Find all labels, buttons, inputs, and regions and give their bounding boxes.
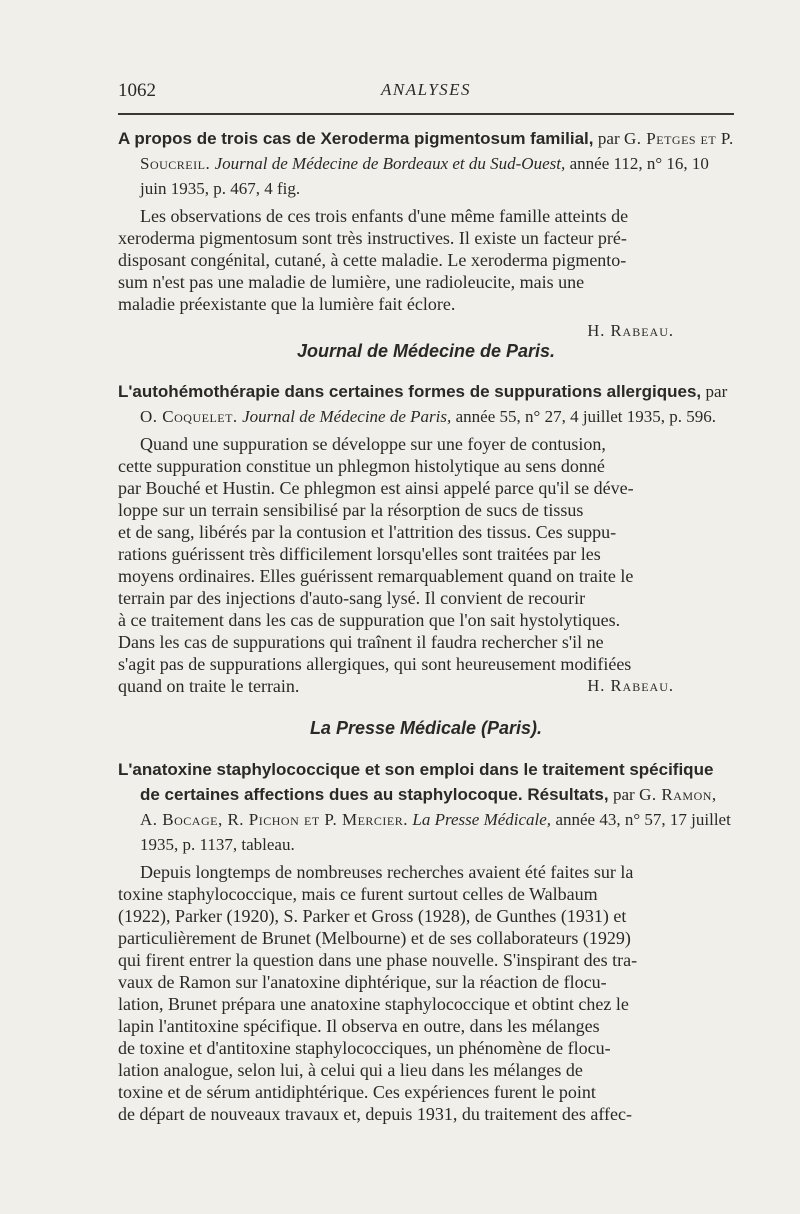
journal-heading: Journal de Médecine de Paris. (296, 341, 556, 361)
article-body (118, 205, 734, 315)
article-by: par (705, 382, 728, 401)
body-line: par Bouché et Hustin. Ce phlegmon est ainsi appelé parce qu'il se déve- (118, 478, 634, 498)
article-authors: O. Coquelet. (140, 407, 238, 426)
signature-initial: H. (587, 321, 606, 340)
article-by: par (613, 785, 635, 804)
article-reference: année 55, n° 27, 4 juillet 1935, p. 596. (455, 407, 716, 426)
body-line: s'agit pas de suppurations allergiques, qui sont heureusement modifiées (118, 654, 632, 674)
signature-name: Rabeau. (610, 676, 674, 695)
signature-name: Rabeau. (610, 321, 674, 340)
article-body (118, 433, 734, 697)
body-line: Dans les cas de suppurations qui traînent il faudra rechercher s'il ne (118, 632, 604, 652)
article-headline (118, 379, 734, 429)
body-line-text: quand on traite le terrain. (118, 676, 300, 696)
article-xeroderma (118, 126, 734, 341)
article-by: par (597, 129, 620, 148)
article-journal: La Presse Médicale, (412, 810, 552, 829)
body-line: disposant congénital, cutané, à cette maladie. Le xeroderma pigmento- (118, 250, 627, 270)
article-title: A propos de trois cas de Xeroderma pigmentosum familial, (118, 129, 594, 148)
article-reference: année 43, n° 57, 17 juillet 1935, p. 1137, tableau. (140, 810, 731, 854)
article-autohemotherapie (118, 379, 734, 697)
body-line: rations guérissent très difficilement lorsqu'elles sont traitées par les (118, 544, 601, 564)
body-line: vaux de Ramon sur l'anatoxine diphtérique, sur la réaction de flocu- (118, 972, 607, 992)
signature (587, 675, 674, 697)
body-line: loppe sur un terrain sensibilisé par la résorption de sucs de tissus (118, 500, 584, 520)
article-title: L'anatoxine staphylococcique et son emploi dans le traitement spécifique de certaines affections dues au staphylocoque. Résultats, (118, 760, 714, 804)
article-title: L'autohémothérapie dans certaines formes de suppurations allergiques, (118, 382, 702, 401)
running-head (118, 80, 734, 106)
body-line: qui firent entrer la question dans une phase nouvelle. S'inspirant des tra- (118, 950, 638, 970)
body-line: sum n'est pas une maladie de lumière, une radioleucite, mais une (118, 272, 585, 292)
body-line: maladie préexistante que la lumière fait éclore. (118, 294, 456, 314)
body-line (118, 675, 734, 697)
header-rule (118, 113, 734, 115)
signature-initial: H. (587, 676, 606, 695)
body-line: (1922), Parker (1920), S. Parker et Gross (1928), de Gunthes (1931) et (118, 906, 627, 926)
body-line: de départ de nouveaux travaux et, depuis 1931, du traitement des affec- (118, 1104, 632, 1124)
signature (118, 321, 734, 341)
article-headline (118, 126, 734, 201)
body-line: à ce traitement dans les cas de suppuration que l'on sait hystolytiques. (118, 610, 621, 630)
article-body (118, 861, 734, 1125)
body-line: particulièrement de Brunet (Melbourne) et de ses collaborateurs (1929) (118, 928, 631, 948)
body-line: Les observations de ces trois enfants d'une même famille atteints de (140, 206, 629, 226)
body-line: lation, Brunet prépara une anatoxine staphylococcique et obtint chez le (118, 994, 629, 1014)
page-number: 1062 (118, 80, 156, 101)
body-line: xeroderma pigmentosum sont très instructives. Il existe un facteur pré- (118, 228, 627, 248)
body-line: et de sang, libérés par la contusion et l'attrition des tissus. Ces suppu- (118, 522, 617, 542)
body-line: Depuis longtemps de nombreuses recherches avaient été faites sur la (140, 862, 634, 882)
article-anatoxine (118, 757, 734, 1125)
body-line: toxine et de sérum antidiphtérique. Ces expériences furent le point (118, 1082, 596, 1102)
article-headline (118, 757, 734, 857)
body-line: de toxine et d'antitoxine staphylococciques, un phénomène de flocu- (118, 1038, 611, 1058)
body-line: lapin l'antitoxine spécifique. Il observa en outre, dans les mélanges (118, 1016, 600, 1036)
body-line: toxine staphylococcique, mais ce furent surtout celles de Walbaum (118, 884, 598, 904)
article-journal: Journal de Médecine de Paris, (242, 407, 452, 426)
body-line: moyens ordinaires. Elles guérissent remarquablement quand on traite le (118, 566, 634, 586)
body-line: lation analogue, selon lui, à celui qui a lieu dans les mélanges de (118, 1060, 583, 1080)
article-authors: G. Petges (624, 129, 697, 148)
section-title: ANALYSES (380, 80, 472, 99)
body-line: Quand une suppuration se développe sur une foyer de contusion, (140, 434, 606, 454)
body-line: terrain par des injections d'auto-sang lysé. Il convient de recourir (118, 588, 586, 608)
journal-heading: La Presse Médicale (Paris). (309, 718, 543, 738)
article-reference: année 112, n° 16, 10 juin 1935, p. 467, 4 fig. (140, 154, 709, 198)
article-authors: G. Ramon, A. Bocage, R. Pichon et P. Mercier. (140, 785, 717, 829)
body-line: cette suppuration constitue un phlegmon histolytique au sens donné (118, 456, 605, 476)
article-journal: Journal de Médecine de Bordeaux et du Sud-Ouest, (214, 154, 566, 173)
article-authors-continued: et P. Soucreil. (140, 129, 734, 173)
